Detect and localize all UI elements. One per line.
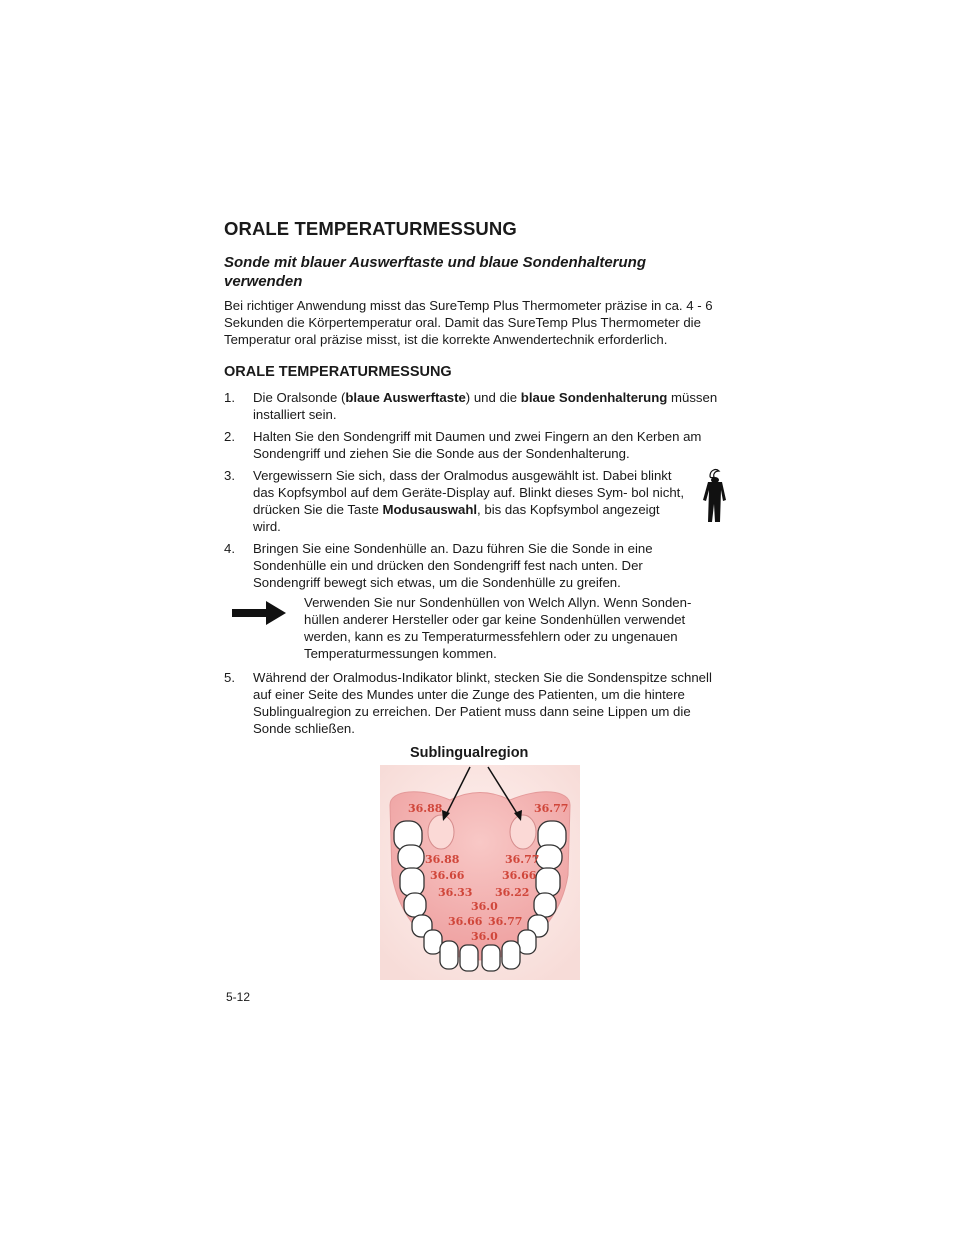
bold-span: blaue Sondenhalterung <box>520 390 668 405</box>
temp-label: 36.88 <box>408 802 443 815</box>
subheading: Sonde mit blauer Auswerftaste und blaue Sondenhalterung verwenden <box>224 254 646 290</box>
step-number: 4. <box>224 541 235 556</box>
text-span: ) und die <box>465 390 521 405</box>
note-text: Verwenden Sie nur Sondenhüllen von Welch Allyn. Wenn Sonden- hüllen anderer Hersteller oder gar keine Sondenhüllen verwendet werden, kann es zu Temperaturmessfehlern oder zu ungenauen Temperaturmessungen kommen. <box>304 595 692 661</box>
text-span: Vergewissern Sie sich, dass der Oralmodus ausgewählt ist. Dabei blinkt das Kopfsymbol auf dem Geräte-Display auf. Blinkt dieses Sym- bol nicht, drücken Sie die Taste <box>253 468 684 517</box>
person-head-icon <box>700 468 730 524</box>
step-number: 3. <box>224 468 235 483</box>
sublingual-left <box>428 815 454 849</box>
temp-label: 36.66 <box>502 869 537 882</box>
step-2-text: Halten Sie den Sondengriff mit Daumen und zwei Fingern an den Kerben am Sondengriff und ziehen Sie die Sonde aus der Sondenhalterung. <box>253 429 702 461</box>
temp-label: 36.0 <box>471 930 498 943</box>
temp-label: 36.22 <box>495 886 530 899</box>
step-number: 5. <box>224 670 235 685</box>
text-span: , bis das Kopfsymbol angezeigt wird. <box>253 502 660 534</box>
temp-label: 36.77 <box>488 915 523 928</box>
temp-label: 36.77 <box>534 802 569 815</box>
step-5-text: Während der Oralmodus-Indikator blinkt, stecken Sie die Sondenspitze schnell auf einer Seite des Mundes unter die Zunge des Patienten, um die hintere Sublingualregion zu erreichen. Der Patient muss dann seine Lippen um die Sonde schließen. <box>253 670 712 736</box>
figure-title: Sublingualregion <box>410 745 529 761</box>
bold-span: Modusauswahl <box>382 502 478 517</box>
step-number: 1. <box>224 390 235 405</box>
temp-label: 36.66 <box>430 869 465 882</box>
sublingual-right <box>510 815 536 849</box>
temp-label: 36.33 <box>438 886 473 899</box>
step-4-text: Bringen Sie eine Sondenhülle an. Dazu führen Sie die Sonde in eine Sondenhülle ein und drücken den Sondengriff fest nach unten. Der Sondengriff bewegt sich etwas, um die Sondenhülle zu greifen. <box>253 541 653 590</box>
step-number: 2. <box>224 429 235 444</box>
temp-label: 36.66 <box>448 915 483 928</box>
sublingual-diagram <box>380 765 580 980</box>
temp-label: 36.77 <box>505 853 540 866</box>
bold-span: blaue Auswerftaste <box>345 390 466 405</box>
text-span: müssen installiert sein. <box>253 390 718 422</box>
arrow-right-icon <box>232 601 286 625</box>
temp-label: 36.88 <box>425 853 460 866</box>
step-3-text <box>253 467 685 535</box>
text-span: Die Oralsonde ( <box>253 390 346 405</box>
intro-paragraph: Bei richtiger Anwendung misst das SureTemp Plus Thermometer präzise in ca. 4 - 6 Sekunden die Körpertemperatur oral. Damit das SureTemp Plus Thermometer die Temperatur oral präzise misst, ist die korrekte Anwendertechnik erforderlich. <box>224 298 713 347</box>
page-number: 5-12 <box>226 990 251 1004</box>
step-1-text <box>253 389 723 423</box>
section-heading: ORALE TEMPERATURMESSUNG <box>224 364 452 380</box>
page-title: ORALE TEMPERATURMESSUNG <box>224 218 517 239</box>
temp-label: 36.0 <box>471 900 498 913</box>
